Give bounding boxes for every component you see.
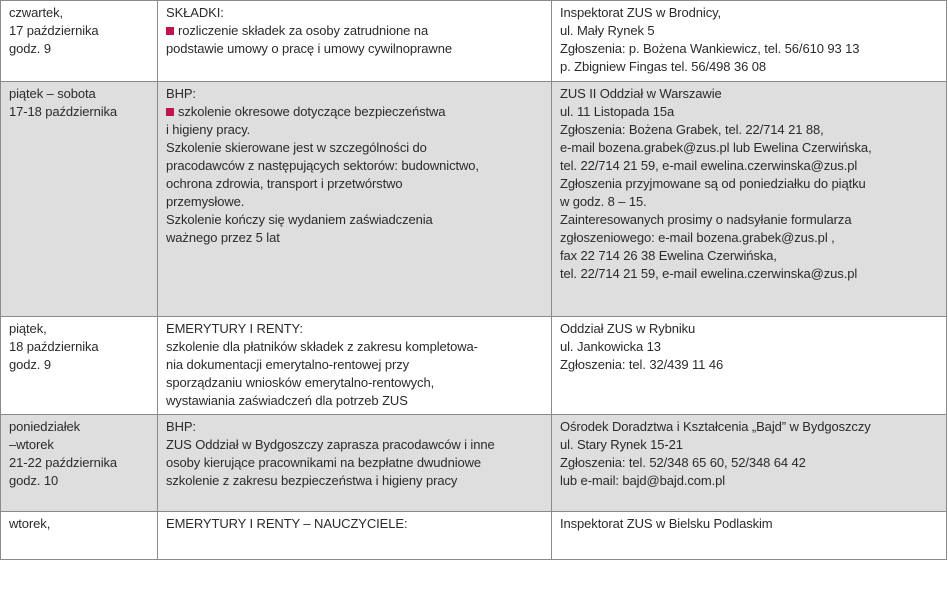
contact-line: ul. 11 Listopada 15a (560, 104, 675, 119)
contact-line: e-mail bozena.grabek@zus.pl lub Ewelina Czerwińska, (560, 140, 872, 155)
topic-line: ochrona zdrowia, transport i przetwórstwo (166, 176, 403, 191)
contact-line: Ośrodek Doradztwa i Kształcenia „Bajd” w Bydgoszczy (560, 419, 871, 434)
contact-line: Zainteresowanych prosimy o nadsyłanie formularza (560, 212, 852, 227)
topic-line: i higieny pracy. (166, 122, 251, 137)
date-line: 18 października (9, 339, 99, 354)
topic-line: pracodawców z następujących sektorów: budownictwo, (166, 158, 479, 173)
date-line: godz. 9 (9, 357, 51, 372)
contact-line: ul. Jankowicka 13 (560, 339, 661, 354)
date-line: 21-22 października (9, 455, 118, 470)
bullet-icon (166, 27, 174, 35)
date-line: godz. 10 (9, 473, 59, 488)
table-row (1, 1, 947, 82)
date-line: piątek, (9, 321, 47, 336)
topic-line: ważnego przez 5 lat (166, 230, 280, 245)
topic-line: Szkolenie skierowane jest w szczególności do (166, 140, 427, 155)
date-line: wtorek, (9, 516, 51, 531)
contact-line: tel. 22/714 21 59, e-mail ewelina.czerwinska@zus.pl (560, 266, 858, 281)
date-line: 17 października (9, 23, 99, 38)
table-row (1, 415, 947, 512)
topic-line: szkolenie dla płatników składek z zakresu kompletowa- (166, 339, 478, 354)
contact-cell (552, 317, 947, 415)
contact-line: Zgłoszenia: tel. 32/439 11 46 (560, 357, 724, 372)
table-row (1, 317, 947, 415)
date-line: godz. 9 (9, 41, 51, 56)
topic-cell (158, 82, 552, 317)
topic-title: EMERYTURY I RENTY: (166, 321, 303, 336)
topic-line: Szkolenie kończy się wydaniem zaświadczenia (166, 212, 433, 227)
topic-title: BHP: (166, 86, 196, 101)
topic-line: ZUS Oddział w Bydgoszczy zaprasza pracodawców i inne (166, 437, 495, 452)
topic-cell (158, 415, 552, 512)
contact-line: zgłoszeniowego: e-mail bozena.grabek@zus.pl , (560, 230, 835, 245)
topic-line: osoby kierujące pracownikami na bezpłatne dwudniowe (166, 455, 482, 470)
table-row (1, 512, 947, 560)
contact-line: ZUS II Oddział w Warszawie (560, 86, 722, 101)
contact-line: p. Zbigniew Fingas tel. 56/498 36 08 (560, 59, 766, 74)
contact-line: Inspektorat ZUS w Bielsku Podlaskim (560, 516, 773, 531)
contact-line: ul. Stary Rynek 15-21 (560, 437, 683, 452)
topic-line: szkolenie z zakresu bezpieczeństwa i higieny pracy (166, 473, 458, 488)
date-line: czwartek, (9, 5, 64, 20)
bullet-icon (166, 108, 174, 116)
date-cell (1, 317, 158, 415)
topic-line: przemysłowe. (166, 194, 245, 209)
contact-line: Oddział ZUS w Rybniku (560, 321, 696, 336)
topic-line: rozliczenie składek za osoby zatrudnione na (166, 22, 543, 40)
contact-line: Zgłoszenia przyjmowane są od poniedziałku do piątku (560, 176, 866, 191)
contact-cell (552, 415, 947, 512)
contact-cell (552, 512, 947, 560)
date-cell (1, 415, 158, 512)
date-cell (1, 82, 158, 317)
topic-cell (158, 317, 552, 415)
topic-title: SKŁADKI: (166, 5, 224, 20)
date-line: 17-18 października (9, 104, 118, 119)
date-cell (1, 1, 158, 82)
contact-line: Inspektorat ZUS w Brodnicy, (560, 5, 722, 20)
contact-line: tel. 22/714 21 59, e-mail ewelina.czerwinska@zus.pl (560, 158, 858, 173)
topic-title: EMERYTURY I RENTY – NAUCZYCIELE: (166, 516, 408, 531)
topic-title: BHP: (166, 419, 196, 434)
contact-line: Zgłoszenia: tel. 52/348 65 60, 52/348 64 42 (560, 455, 806, 470)
contact-line: w godz. 8 – 15. (560, 194, 647, 209)
date-line: piątek – sobota (9, 86, 96, 101)
topic-line: szkolenie okresowe dotyczące bezpieczeństwa (166, 103, 543, 121)
contact-line: Zgłoszenia: p. Bożena Wankiewicz, tel. 56/610 93 13 (560, 41, 860, 56)
topic-cell (158, 512, 552, 560)
topic-line: podstawie umowy o pracę i umowy cywilnoprawne (166, 41, 452, 56)
contact-cell (552, 1, 947, 82)
topic-line: sporządzaniu wniosków emerytalno-rentowych, (166, 375, 435, 390)
topic-line: wystawiania zaświadczeń dla potrzeb ZUS (166, 393, 408, 408)
contact-line: fax 22 714 26 38 Ewelina Czerwińska, (560, 248, 777, 263)
date-line: poniedziałek (9, 419, 81, 434)
date-line: –wtorek (9, 437, 54, 452)
topic-cell (158, 1, 552, 82)
contact-cell (552, 82, 947, 317)
topic-line: nia dokumentacji emerytalno-rentowej przy (166, 357, 410, 372)
contact-line: ul. Mały Rynek 5 (560, 23, 655, 38)
table-row (1, 82, 947, 317)
date-cell (1, 512, 158, 560)
contact-line: lub e-mail: bajd@bajd.com.pl (560, 473, 726, 488)
contact-line: Zgłoszenia: Bożena Grabek, tel. 22/714 21 88, (560, 122, 824, 137)
